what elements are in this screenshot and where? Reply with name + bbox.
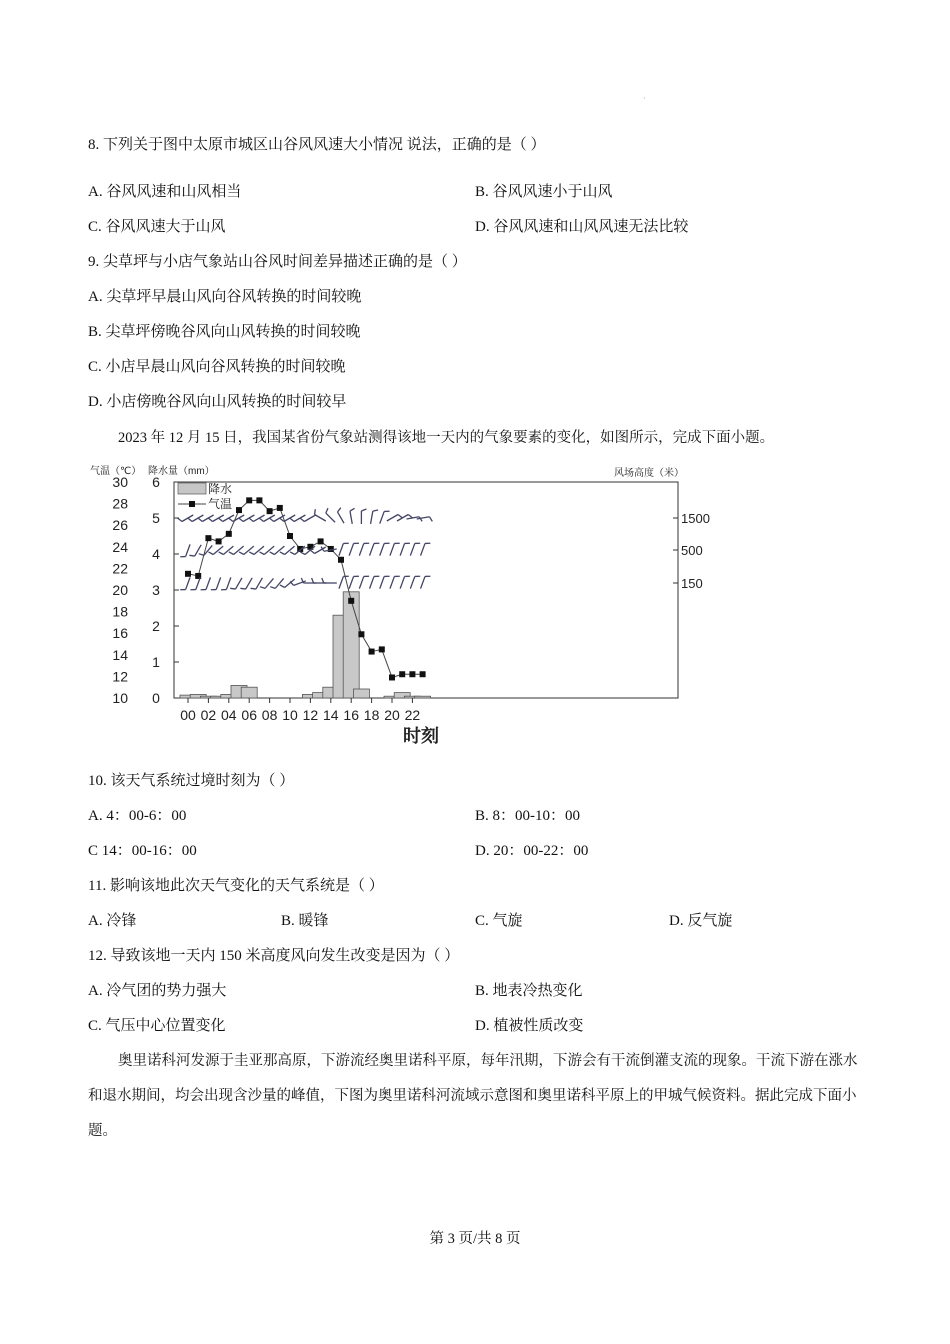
precip-tick-label: 2 — [152, 618, 160, 634]
temperature-point — [358, 631, 364, 637]
wind-barb — [251, 575, 263, 590]
temp-tick-label: 28 — [112, 495, 128, 512]
q8-option-b: B. 谷风风速小于山风 — [475, 184, 613, 200]
temp-tick-label: 20 — [112, 582, 128, 598]
wind-barb-flag — [405, 542, 410, 546]
wind-barb-flag — [415, 575, 420, 579]
wind-barb-shaft — [285, 579, 295, 587]
wind-barb-shaft — [387, 515, 398, 522]
temperature-point — [348, 598, 354, 604]
q12-option-c: C. 气压中心位置变化 — [88, 1018, 226, 1034]
wind-barb — [221, 576, 231, 592]
temperature-point — [338, 557, 344, 563]
height-tick-label: 150 — [681, 576, 703, 591]
page-footer: 第 3 页/共 8 页 — [429, 1231, 521, 1247]
wind-barb-flag — [208, 551, 213, 556]
wind-barb-flag — [290, 551, 295, 556]
wind-barb-flag — [313, 509, 317, 514]
wind-barb — [349, 575, 359, 591]
wind-barb — [180, 543, 190, 559]
wind-barb-flag — [374, 575, 379, 579]
wind-barb-shaft — [338, 512, 345, 523]
wind-barb — [361, 509, 366, 524]
wind-barb — [280, 575, 295, 588]
intro-orinoco — [88, 1044, 863, 1149]
x-tick-label: 06 — [241, 707, 257, 723]
temperature-point — [379, 646, 385, 652]
wind-barb-flag — [230, 587, 235, 591]
q10-stem: 10. 该天气系统过境时刻为（ ） — [88, 773, 295, 789]
wind-barb-flag — [198, 517, 202, 522]
temp-tick-label: 24 — [112, 538, 128, 555]
wind-barb-flag — [259, 517, 263, 522]
legend-precip-label: 降水 — [208, 482, 233, 496]
q11-option-c: C. 气旋 — [475, 913, 523, 929]
wind-barb-flag — [300, 517, 304, 522]
wind-barb-shaft — [410, 543, 414, 555]
x-axis-title: 时刻 — [403, 726, 439, 746]
temperature-point — [287, 533, 293, 539]
wind-barb — [421, 575, 431, 591]
wind-barb-flag — [405, 575, 410, 579]
wind-barb-shaft — [380, 511, 384, 523]
wind-barb-shaft — [186, 577, 190, 589]
q10-option-a: A. 4：00-6：00 — [88, 808, 187, 824]
temperature-point — [236, 507, 242, 513]
wind-barb-shaft — [349, 576, 353, 588]
wind-barb — [180, 576, 190, 592]
wind-barb-flag — [249, 551, 254, 556]
legend-temp-marker — [189, 501, 195, 507]
x-tick-label: 18 — [363, 707, 380, 723]
q12-stem: 12. 导致该地一天内 150 米高度风向发生改变是因为（ ） — [88, 948, 460, 964]
legend-precip-swatch — [178, 483, 206, 494]
temperature-point — [389, 674, 395, 680]
wind-barb-flag — [343, 575, 348, 579]
wind-barb — [201, 576, 211, 592]
wind-barb-flag — [361, 509, 366, 511]
q8-stem: 8. 下列关于图中太原市城区山谷风风速大小情况 说法，正确的是（ ） — [88, 137, 546, 153]
precip-tick-label: 3 — [152, 582, 160, 598]
q10-option-d: D. 20：00-22：00 — [475, 843, 589, 859]
wind-barb — [410, 575, 420, 591]
wind-barb — [390, 575, 400, 591]
wind-barb-shaft — [400, 576, 404, 588]
x-tick-label: 16 — [343, 707, 359, 723]
wind-barb-shaft — [390, 543, 394, 555]
wind-barb-flag — [415, 542, 420, 546]
q8-option-a: A. 谷风风速和山风相当 — [88, 184, 242, 200]
wind-barb-flag — [337, 508, 342, 512]
q9-option-d: D. 小店傍晚谷风向山风转换的时间较早 — [88, 394, 347, 410]
wind-barb — [359, 575, 369, 591]
precip-bar — [415, 696, 431, 698]
wind-barb-flag — [290, 517, 294, 522]
wind-barb-shaft — [339, 543, 343, 555]
height-tick-label: 500 — [681, 543, 703, 558]
wind-barb — [337, 508, 349, 523]
wind-barb-shaft — [370, 543, 374, 555]
temperature-point — [409, 671, 415, 677]
height-tick-label: 1500 — [681, 511, 710, 526]
wind-barb — [270, 575, 283, 590]
wind-barb-flag — [239, 551, 244, 556]
wind-barb-flag — [394, 542, 399, 546]
wind-barb-flag — [354, 575, 359, 579]
wind-barb-flag — [280, 551, 285, 556]
wind-barb-shaft — [421, 576, 425, 588]
wind-barb-flag — [425, 575, 430, 579]
wind-barb — [230, 575, 242, 590]
wind-barb-flag — [310, 549, 314, 554]
wind-barb — [370, 542, 380, 558]
wind-barb-flag — [251, 587, 256, 591]
intro-orinoco-text: 奥里诺科河发源于圭亚那高原，下游流经奥里诺科平原，每年汛期，下游会有干流倒灌支流的现象。干流下游在涨水和退水期间，均会出现含沙量的峰值，下图为奥里诺科河流域示意图和奥里诺科平原上的甲城气候资料。据此完成下面小题。 — [88, 1053, 858, 1139]
wind-barb-flag — [324, 508, 329, 513]
wind-barb — [189, 542, 201, 557]
precip-tick-label: 6 — [152, 474, 160, 490]
precip-axis-title: 降水量（mm） — [148, 466, 215, 477]
q11-option-a: A. 冷锋 — [88, 913, 137, 929]
x-tick-label: 20 — [384, 707, 400, 723]
wind-barb-flag — [240, 587, 245, 591]
wind-barb-flag — [188, 517, 192, 522]
wind-barb-flag — [180, 588, 185, 592]
wind-barb-shaft — [236, 578, 243, 589]
wind-barb-shaft — [359, 543, 363, 555]
temperature-point — [399, 671, 405, 677]
wind-barb-shaft — [421, 543, 425, 555]
wind-barb-flag — [219, 517, 223, 522]
q12-option-d: D. 植被性质改变 — [475, 1018, 584, 1034]
wind-barb-flag — [384, 542, 389, 546]
wind-barb-flag — [374, 542, 379, 546]
precip-bar — [353, 689, 369, 698]
wind-barb-shaft — [400, 543, 404, 555]
wind-barb-shaft — [380, 576, 384, 588]
wind-barb-flag — [249, 517, 253, 522]
wind-barb-shaft — [371, 511, 373, 524]
wind-barb — [400, 542, 410, 558]
height-axis-title: 风场高度（米） — [614, 468, 684, 479]
temp-tick-label: 16 — [112, 625, 128, 642]
temperature-point — [246, 497, 252, 503]
wind-barb-flag — [211, 588, 216, 592]
wind-barb-flag — [384, 575, 389, 579]
precip-bar — [241, 687, 257, 698]
wind-barb — [380, 510, 390, 526]
x-tick-label: 12 — [302, 707, 319, 723]
wind-barb-flag — [354, 542, 359, 546]
q9-option-b: B. 尖草坪傍晚谷风向山风转换的时间较晚 — [88, 324, 361, 340]
wind-barb — [380, 575, 390, 591]
temp-tick-label: 30 — [112, 474, 128, 490]
wind-barb — [370, 575, 380, 591]
wind-barb — [339, 542, 349, 558]
wind-barb-shaft — [186, 544, 190, 556]
precip-tick-label: 1 — [152, 654, 160, 670]
wind-barb-shaft — [339, 576, 343, 588]
weather-chart — [88, 462, 710, 752]
wind-barb-shaft — [380, 543, 384, 555]
x-tick-label: 00 — [180, 707, 196, 723]
wind-barb — [211, 576, 221, 592]
x-tick-label: 02 — [200, 707, 217, 723]
wind-barb — [410, 542, 420, 558]
temperature-point — [318, 538, 324, 544]
temperature-point — [369, 649, 375, 655]
wind-barb-flag — [429, 516, 432, 521]
temperature-point — [216, 538, 222, 544]
wind-barb-flag — [259, 551, 264, 556]
wind-barb-flag — [373, 509, 378, 512]
wind-barb-flag — [229, 551, 234, 556]
wind-barb-shaft — [370, 576, 374, 588]
q11-option-b: B. 暖锋 — [281, 913, 329, 929]
wind-barb-shaft — [206, 577, 210, 589]
wind-barb-flag — [364, 575, 369, 579]
wind-barb — [406, 516, 422, 524]
wind-barb — [301, 578, 316, 583]
wind-barb — [339, 575, 349, 591]
q9-option-a: A. 尖草坪早晨山风向谷风转换的时间较晚 — [88, 289, 362, 305]
x-tick-label: 22 — [404, 707, 421, 723]
wind-barb-flag — [190, 588, 195, 592]
wind-barb-flag — [229, 517, 233, 522]
q8-option-c: C. 谷风风速大于山风 — [88, 219, 226, 235]
q12-option-a: A. 冷气团的势力强大 — [88, 983, 227, 999]
q8-option-d: D. 谷风风速和山风风速无法比较 — [475, 219, 689, 235]
wind-barb-flag — [180, 555, 185, 559]
wind-barb-flag — [322, 578, 324, 583]
x-tick-label: 14 — [323, 707, 339, 723]
wind-barb-shaft — [359, 576, 363, 588]
temperature-point — [256, 497, 262, 503]
wind-barb-flag — [189, 554, 194, 558]
wind-barb-flag — [394, 575, 399, 579]
wind-barb-flag — [201, 588, 206, 592]
wind-barb — [312, 578, 327, 583]
precip-tick-label: 5 — [152, 510, 160, 526]
wind-barb-flag — [425, 542, 430, 546]
temp-tick-label: 10 — [112, 690, 128, 706]
wind-barb — [349, 542, 359, 558]
precip-bar — [343, 592, 359, 698]
x-tick-label: 08 — [261, 707, 278, 723]
temperature-point — [185, 571, 191, 577]
wind-barb — [240, 575, 252, 590]
temp-tick-label: 12 — [112, 668, 128, 685]
wind-barb-shaft — [216, 577, 220, 589]
q9-stem: 9. 尖草坪与小店气象站山谷风时间差异描述正确的是（ ） — [88, 254, 467, 270]
temp-tick-label: 26 — [112, 517, 128, 534]
wind-barb — [390, 542, 400, 558]
wind-barb — [322, 578, 337, 583]
q10-option-c: C 14：00-16：00 — [88, 843, 197, 859]
precip-tick-label: 4 — [152, 546, 160, 562]
wind-barb-shaft — [315, 547, 326, 554]
wind-barb — [371, 509, 379, 525]
wind-barb-flag — [270, 585, 275, 590]
wind-barb-flag — [350, 508, 355, 511]
wind-barb — [400, 575, 410, 591]
wind-barb — [421, 542, 431, 558]
wind-barb-flag — [312, 578, 314, 583]
wind-barb-flag — [219, 551, 224, 556]
wind-barb-flag — [239, 517, 243, 522]
q12-option-b: B. 地表冷热变化 — [475, 983, 583, 999]
stray-mark: · — [643, 94, 646, 103]
temp-tick-label: 18 — [112, 603, 128, 620]
wind-barb-shaft — [390, 576, 394, 588]
x-tick-label: 10 — [282, 707, 298, 723]
temperature-point — [205, 535, 211, 541]
wind-barb-shaft — [349, 543, 353, 555]
wind-barb-shaft — [304, 515, 315, 522]
temp-tick-label: 14 — [112, 646, 128, 663]
wind-barb-shaft — [410, 576, 414, 588]
wind-barb — [313, 509, 328, 521]
precip-tick-label: 0 — [152, 690, 160, 706]
temperature-line — [188, 500, 423, 677]
wind-barb-shaft — [246, 578, 253, 589]
temperature-point — [420, 671, 426, 677]
wind-barb-flag — [260, 585, 265, 590]
wind-barb — [380, 542, 390, 558]
wind-barb-flag — [364, 542, 369, 546]
wind-barb-shaft — [315, 515, 326, 522]
wind-barb — [324, 508, 338, 522]
temp-axis-title: 气温（℃） — [90, 466, 142, 477]
wind-barb-shaft — [326, 513, 335, 522]
q11-option-d: D. 反气旋 — [669, 913, 733, 929]
wind-barb-shaft — [350, 511, 352, 524]
q9-option-c: C. 小店早晨山风向谷风转换的时间较晚 — [88, 359, 346, 375]
wind-barb-flag — [208, 517, 212, 522]
wind-barb-flag — [270, 551, 275, 556]
wind-barb-flag — [270, 517, 274, 522]
temperature-point — [277, 505, 283, 511]
temperature-point — [267, 508, 273, 514]
wind-barb-flag — [280, 584, 285, 589]
wind-barb-shaft — [196, 577, 200, 589]
intro-weather-station: 2023 年 12 月 15 日，我国某省份气象站测得该地一天内的气象要素的变化，如图所示，完成下面小题。 — [118, 430, 775, 446]
temperature-point — [226, 531, 232, 537]
legend-temp-label: 气温 — [208, 497, 233, 511]
temp-tick-label: 22 — [112, 560, 128, 577]
wind-barb-flag — [343, 542, 348, 546]
temperature-point — [328, 546, 334, 552]
x-tick-label: 04 — [221, 707, 237, 723]
q10-option-b: B. 8：00-10：00 — [475, 808, 581, 824]
plot-border — [174, 482, 678, 698]
q11-stem: 11. 影响该地此次天气变化的天气系统是（ ） — [88, 878, 384, 894]
wind-barb-shaft — [226, 577, 230, 589]
wind-barb — [359, 542, 369, 558]
wind-barb — [350, 508, 358, 524]
wind-barb-flag — [221, 588, 226, 592]
wind-barb-flag — [384, 510, 389, 514]
